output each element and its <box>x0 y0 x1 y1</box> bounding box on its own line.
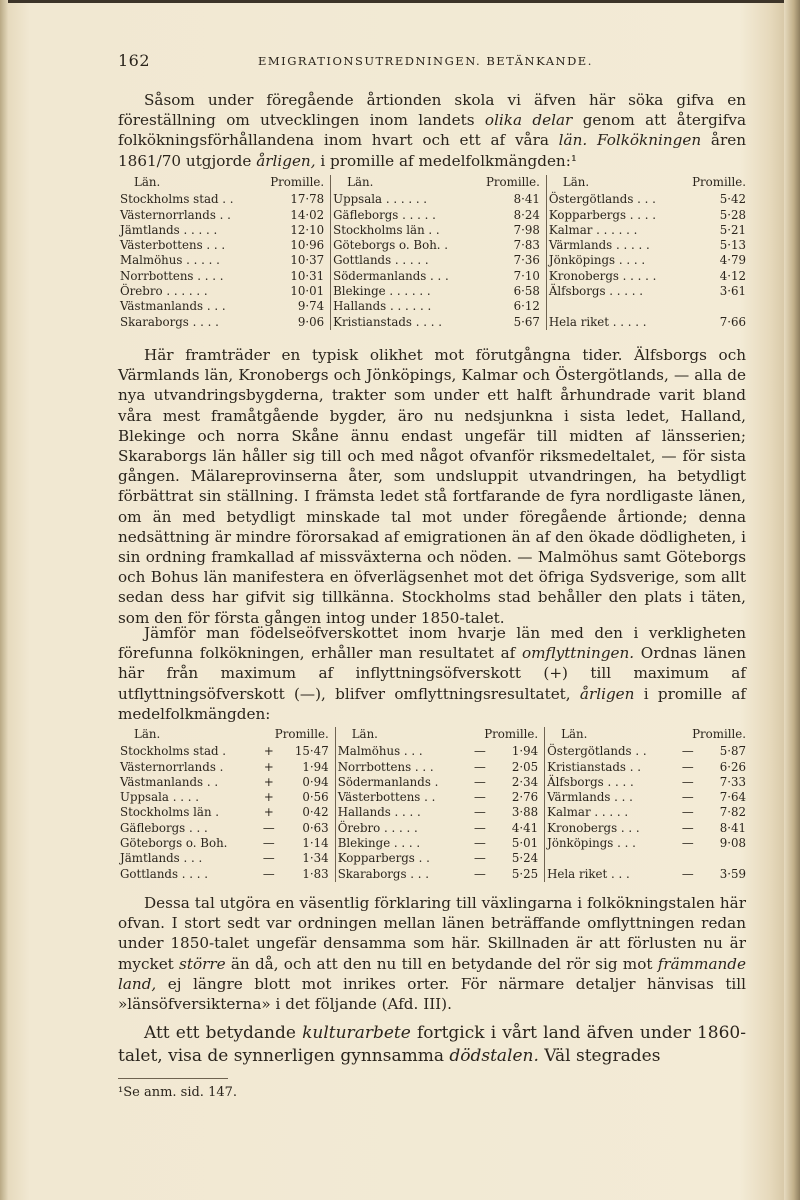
promille-value: 7·82 <box>719 805 746 820</box>
county-name: Malmöhus . . . <box>337 744 423 759</box>
italic-run: årligen, <box>256 151 316 170</box>
column-header-lan: Län. <box>134 175 161 189</box>
sign: — <box>681 744 694 759</box>
column-header-promille: Promille. <box>257 727 335 744</box>
county-name: Kalmar . . . . . <box>547 805 629 820</box>
table-row <box>118 836 752 851</box>
promille-value: 15·47 <box>280 744 335 759</box>
text-run: Dessa tal utgöra en väsentlig förklaring till växlingarna i folkökningstalen här ofvan. I stort sedt var ordningen mellan länen beträffande omflyttningen redan under 1850-talet ungefär densamma som här. Skillnaden är att förlusten nu är mycket <box>118 894 746 973</box>
promille-value: 2·76 <box>493 790 545 805</box>
table-header-row <box>118 175 752 192</box>
italic-run: län. <box>558 131 588 150</box>
promille-value: 9·74 <box>257 299 331 314</box>
sign: + <box>263 774 274 789</box>
table-row <box>118 208 752 223</box>
county-name: Västerbottens . . . <box>120 238 226 253</box>
text-run: fortgick i vårt land äfven under 1860-talet, visa de synnerligen gynnsamma <box>118 1023 746 1066</box>
promille-value: 5·67 <box>473 315 547 330</box>
county-name: Hela riket . . . <box>547 866 630 881</box>
table-row <box>118 821 752 836</box>
italic-run: årligen <box>579 684 635 703</box>
county-name: Värmlands . . . <box>547 790 633 805</box>
italic-run: Folkökningen <box>596 131 702 150</box>
promille-value: 5·21 <box>719 222 746 237</box>
sign: — <box>473 851 486 866</box>
promille-value: 9·08 <box>719 836 746 851</box>
county-name: Stockholms stad . <box>120 744 227 759</box>
promille-value <box>679 299 752 314</box>
column-header-lan: Län. <box>347 175 374 189</box>
paragraph-3 <box>118 623 746 724</box>
county-name: Kalmar . . . . . . <box>548 222 638 237</box>
sign: — <box>681 759 694 774</box>
promille-value: 1·94 <box>493 744 545 759</box>
paragraph-4 <box>118 893 746 1014</box>
promille-value: 1·83 <box>280 867 335 882</box>
text-run: Att ett betydande <box>144 1023 303 1043</box>
promille-value: 5·13 <box>719 238 746 253</box>
table-row <box>118 253 752 268</box>
sign: — <box>681 866 694 881</box>
promille-value: 5·42 <box>719 192 746 207</box>
text-run: Jämför man födelseöfverskottet inom hvarje län med den i verkligheten förefunna folkökningen, erhåller man resultatet af <box>118 624 746 663</box>
sign: — <box>681 805 694 820</box>
county-name: Östergötlands . . <box>547 744 647 759</box>
county-name: Uppsala . . . . . . <box>333 192 428 207</box>
sign: — <box>681 790 694 805</box>
county-name: Norrbottens . . . . <box>120 268 224 283</box>
sign: — <box>473 759 486 774</box>
table-row <box>118 315 752 330</box>
county-name: Kopparbergs . . . . <box>548 207 657 222</box>
promille-value: 10·01 <box>257 284 331 299</box>
sign: — <box>681 836 694 851</box>
county-name: Malmöhus . . . . . <box>120 253 220 268</box>
county-name: Västmanlands . . <box>120 774 219 789</box>
county-name: Göteborgs o. Boh. . <box>333 238 449 253</box>
county-name: Västernorrlands . . <box>120 207 231 222</box>
right-page-edge <box>784 0 800 1200</box>
page-number: 162 <box>118 51 151 70</box>
italic-run: främmande land, <box>118 954 747 993</box>
text-run: än då, och att den nu till en betydande del rör sig mot <box>225 954 658 973</box>
county-name: Värmlands . . . . . <box>548 238 650 253</box>
table-row <box>118 805 752 820</box>
county-name: Uppsala . . . . <box>120 790 199 805</box>
sign: + <box>263 744 274 759</box>
promille-value <box>701 851 752 866</box>
county-name: Kronobergs . . . <box>547 820 640 835</box>
sign: — <box>473 790 486 805</box>
county-name: Gottlands . . . . <box>120 866 209 881</box>
county-name: Jämtlands . . . <box>120 851 203 866</box>
running-head: EMIGRATIONSUTREDNINGEN. BETÄNKANDE. <box>258 54 593 68</box>
column-header-lan: Län. <box>561 727 588 741</box>
sign: — <box>473 774 486 789</box>
county-name: Göteborgs o. Boh. <box>120 836 228 851</box>
county-name: Södermanlands . . . <box>333 268 449 283</box>
promille-value: 7·36 <box>473 253 547 268</box>
county-name: Stockholms stad . . <box>120 192 234 207</box>
footnote-rule <box>118 1078 228 1079</box>
text-run: åren 1861/70 utgjorde <box>118 131 747 170</box>
table-row <box>118 851 752 866</box>
column-header-promille: Promille. <box>257 175 331 192</box>
sign: + <box>263 759 274 774</box>
footnote: ¹Se anm. sid. 147. <box>118 1085 238 1100</box>
paragraph-2 <box>118 345 746 628</box>
sign: — <box>473 805 486 820</box>
promille-value: 2·05 <box>493 760 545 775</box>
promille-value: 7·66 <box>719 314 746 329</box>
county-name: Örebro . . . . . . <box>120 284 208 299</box>
county-name: Blekinge . . . . <box>337 836 421 851</box>
table-row <box>118 760 752 775</box>
column-header-lan: Län. <box>562 175 590 189</box>
column-header-promille: Promille. <box>692 175 746 189</box>
column-header-promille: Promille. <box>692 727 746 741</box>
sign: — <box>262 866 275 881</box>
county-name: Jönköpings . . . . <box>548 253 646 268</box>
promille-value: 5·25 <box>493 867 545 882</box>
promille-value: 10·96 <box>257 238 331 253</box>
promille-value: 1·14 <box>280 836 335 851</box>
promille-value: 9·06 <box>257 315 331 330</box>
italic-run: omflyttningen. <box>521 644 635 663</box>
promille-value: 7·10 <box>473 269 547 284</box>
sign: + <box>263 790 274 805</box>
county-name: Västernorrlands . <box>120 759 224 774</box>
county-name: Stockholms län . <box>120 805 220 820</box>
promille-value: 6·12 <box>473 299 547 314</box>
county-name <box>545 851 675 866</box>
promille-value: 0·56 <box>280 790 335 805</box>
sign: — <box>473 820 486 835</box>
population-growth-table <box>118 175 752 330</box>
promille-value: 4·12 <box>719 268 746 283</box>
column-header-lan: Län. <box>351 727 378 741</box>
county-name: Älfsborgs . . . . . <box>548 284 644 299</box>
county-name: Älfsborgs . . . . <box>547 774 634 789</box>
italic-run: kulturarbete <box>302 1023 411 1043</box>
promille-value: 5·24 <box>493 851 545 866</box>
table-row <box>118 192 752 207</box>
promille-value: 8·41 <box>473 192 547 207</box>
promille-value: 1·94 <box>280 760 335 775</box>
table-row <box>118 867 752 882</box>
sign: — <box>262 836 275 851</box>
italic-run: större <box>179 954 226 973</box>
column-header-lan: Län. <box>134 727 161 741</box>
promille-value: 8·41 <box>719 820 746 835</box>
promille-value: 12·10 <box>257 223 331 238</box>
text-run: i promille af medelfolkmängden: <box>118 684 746 723</box>
promille-value: 14·02 <box>257 208 331 223</box>
promille-value: 4·41 <box>493 821 545 836</box>
paragraph-5 <box>118 1022 746 1067</box>
promille-value: 7·64 <box>719 790 746 805</box>
sign: — <box>473 866 486 881</box>
promille-value: 10·37 <box>257 253 331 268</box>
promille-value: 3·61 <box>719 284 746 299</box>
promille-value: 7·83 <box>473 238 547 253</box>
promille-value: 17·78 <box>257 192 331 207</box>
text-run: genom att återgifva folkökningsförhållandena inom hvart och ett af våra <box>118 111 747 150</box>
county-name: Östergötlands . . . <box>548 192 656 207</box>
sign <box>675 851 701 866</box>
county-name: Blekinge . . . . . . <box>333 284 431 299</box>
table-row <box>118 238 752 253</box>
promille-value: 7·33 <box>719 774 746 789</box>
county-name: Skaraborgs . . . . <box>120 314 219 329</box>
county-name: Gäfleborgs . . . . . <box>333 207 436 222</box>
table-row <box>118 790 752 805</box>
promille-value: 3·59 <box>719 866 746 881</box>
text-run <box>587 131 597 149</box>
promille-value: 3·88 <box>493 805 545 820</box>
promille-value: 5·28 <box>719 207 746 222</box>
text-run: ej längre blott mot inrikes orter. För närmare detaljer hänvisas till »länsöfversikterna» i det följande (Afd. III). <box>118 974 746 1014</box>
promille-value: 0·63 <box>280 821 335 836</box>
sign: — <box>681 774 694 789</box>
column-header-promille: Promille. <box>473 175 547 192</box>
left-page-edge <box>0 0 8 1200</box>
promille-value: 4·79 <box>719 253 746 268</box>
promille-value: 6·26 <box>719 759 746 774</box>
table-row <box>118 269 752 284</box>
text-run: Ordnas länen här från maximum af inflyttningsöfverskott (+) till maximum af utflyttningsöfverskott (—), blifver omflyttningsresultatet, <box>118 644 746 703</box>
county-name: Hela riket . . . . . <box>548 314 647 329</box>
promille-value: 0·94 <box>280 775 335 790</box>
table-row <box>118 744 752 759</box>
table-row <box>118 223 752 238</box>
sign: — <box>473 836 486 851</box>
county-name: Jämtlands . . . . . <box>120 222 218 237</box>
county-name: Kopparbergs . . <box>337 851 430 866</box>
italic-run: dödstalen. <box>449 1045 539 1066</box>
county-name: Gottlands . . . . . <box>333 253 429 268</box>
table-row <box>118 775 752 790</box>
table-row <box>118 299 752 314</box>
italic-run: olika delar <box>484 111 573 130</box>
sign: — <box>473 744 486 759</box>
county-name: Norrbottens . . . <box>337 759 434 774</box>
promille-value: 0·42 <box>280 805 335 820</box>
promille-value: 2·34 <box>493 775 545 790</box>
county-name: Västerbottens . . <box>337 790 436 805</box>
sign: — <box>681 820 694 835</box>
table-row <box>118 284 752 299</box>
promille-value: 7·98 <box>473 223 547 238</box>
county-name: Hallands . . . . . . <box>333 299 432 314</box>
county-name: Skaraborgs . . . <box>337 866 430 881</box>
county-name: Örebro . . . . . <box>337 820 418 835</box>
county-name <box>546 299 678 314</box>
paragraph-1 <box>118 90 746 171</box>
text-run: Såsom under föregående årtionden skola vi äfven här söka gifva en föreställning om utvecklingen inom landets <box>118 91 746 130</box>
county-name: Gäfleborgs . . . <box>120 820 208 835</box>
sign: + <box>263 805 274 820</box>
promille-value: 5·87 <box>719 744 746 759</box>
top-border <box>0 0 800 3</box>
county-name: Södermanlands . <box>337 774 439 789</box>
text-run: Här framträder en typisk olikhet mot förutgångna tider. Älfsborgs och Värmlands län, Kronobergs och Jönköpings, Kalmar och Östergötlands, — alla de nya utvandringsbygderna, trakter som under ett halft århundrade varit bland våra mest framåtgående bygder, äro nu nedsjunkna i sista ledet, Halland, Blekinge och norra Skåne ännu endast ungefär till midten af länsserien; Skaraborgs län håller sig till och med något ofvanför riksmedeltalet, — för sista gången. Mälareprovinserna åter, som undsluppit utvandringen, ha betydligt förbättrat sin ställning. I främsta ledet stå fortfarande de fyra nordligaste länen, om än med betydligt minskade tal mot under föregående årtionde; denna nedsättning är mindre förorsakad af emigrationen än af den ökade dödligheten, i sin ordning framkallad af missväxterna och nöden. — Malmöhus samt Göteborgs och Bohus län manifestera en öfverlägsenhet mot det öfriga Sydsverige, som allt sedan dess har gifvit sig tillkänna. Stockholms stad behåller den plats i täten, som den för första gången intog under 1850-talet. <box>118 346 746 627</box>
promille-value: 1·34 <box>280 851 335 866</box>
promille-value: 5·01 <box>493 836 545 851</box>
promille-value: 8·24 <box>473 208 547 223</box>
county-name: Stockholms län . . <box>333 222 440 237</box>
sign: — <box>262 820 275 835</box>
county-name: Västmanlands . . . <box>120 299 226 314</box>
promille-value: 6·58 <box>473 284 547 299</box>
text-run: Väl stegrades <box>538 1045 661 1066</box>
county-name: Kristianstads . . . . <box>333 314 442 329</box>
county-name: Kronobergs . . . . . <box>548 268 657 283</box>
county-name: Kristianstads . . <box>547 759 641 774</box>
migration-table <box>118 727 752 882</box>
county-name: Jönköpings . . . <box>547 836 636 851</box>
promille-value: 10·31 <box>257 269 331 284</box>
county-name: Hallands . . . . <box>337 805 421 820</box>
column-header-promille: Promille. <box>467 727 545 744</box>
text-run: i promille af medelfolkmängden:¹ <box>315 151 577 170</box>
sign: — <box>262 851 275 866</box>
table-header-row <box>118 727 752 744</box>
